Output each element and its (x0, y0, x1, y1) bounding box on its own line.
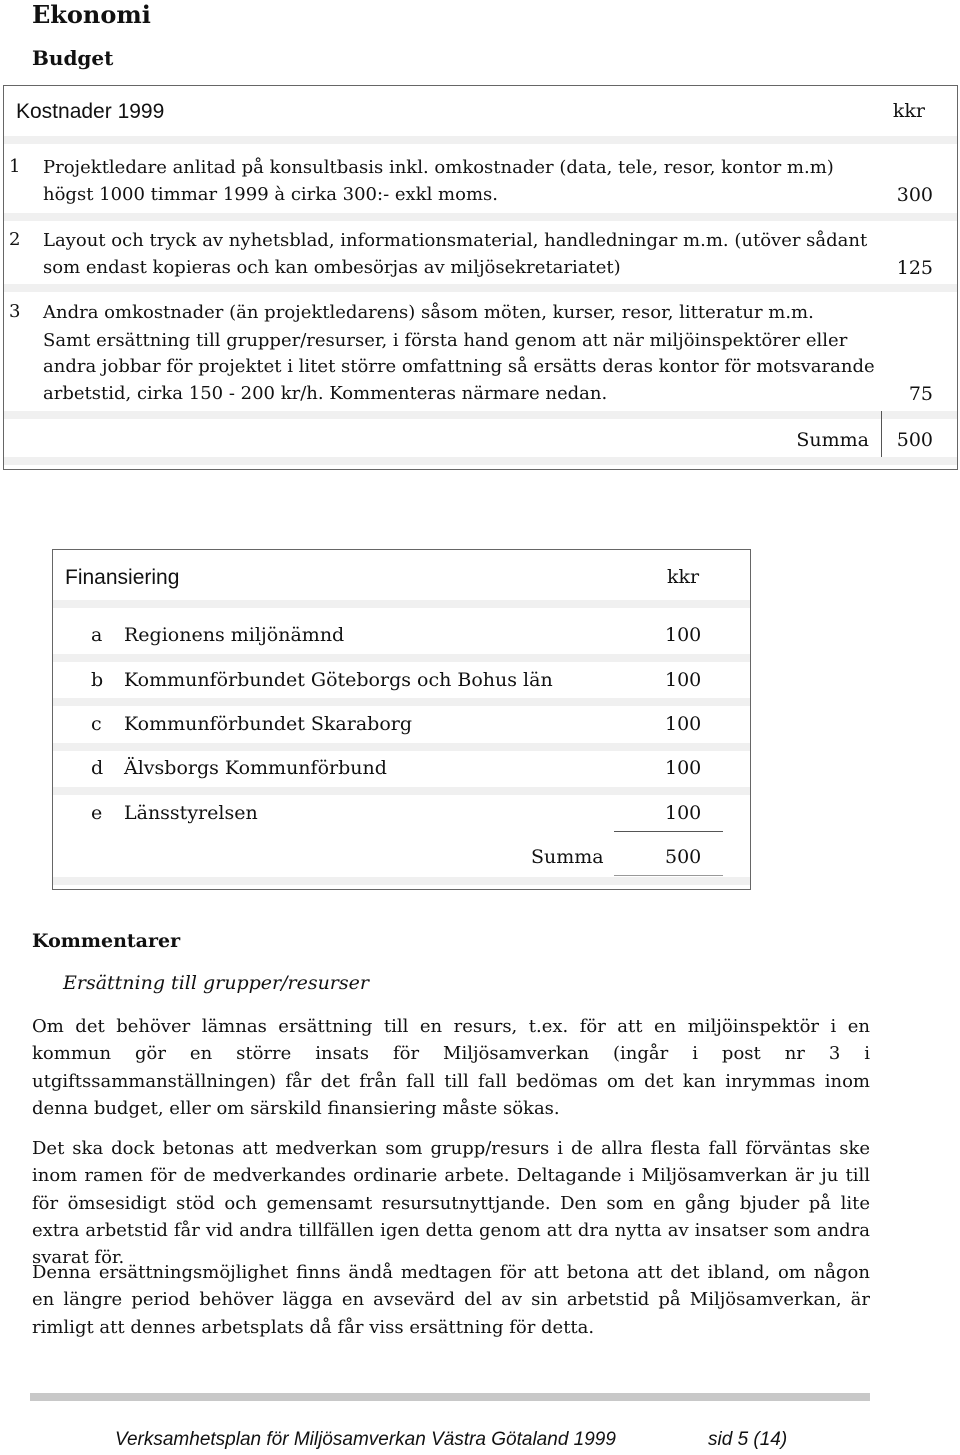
divider (53, 654, 750, 662)
divider (4, 213, 957, 221)
cost-item-amount: 300 (896, 184, 933, 206)
financing-sum-value: 500 (665, 846, 702, 868)
divider (53, 787, 750, 795)
divider (4, 284, 957, 292)
financing-name: Regionens miljönämnd (124, 624, 345, 646)
footer-divider (30, 1393, 870, 1401)
cost-item-text: Andra omkostnader (än projektledarens) såsom möten, kurser, resor, litteratur m.m. (43, 302, 814, 323)
financing-table (52, 549, 751, 890)
cost-item-text: Samt ersättning till grupper/resurser, i första hand genom att när miljöinspektörer eller (43, 330, 848, 351)
cost-item-text: Projektledare anlitad på konsultbasis inkl. omkostnader (data, tele, resor, kontor m.m) (43, 157, 834, 178)
divider (4, 457, 957, 465)
divider (4, 136, 957, 144)
comment-paragraph: Denna ersättningsmöjlighet finns ändå medtagen för att betona att det ibland, om någon en längre period behöver lägga en avsevärd del av sin arbetstid på Miljösamverkan, är rimligt att dennes arbetsplats då får viss ersättning för detta. (32, 1262, 870, 1338)
cost-item-text: arbetstid, cirka 150 - 200 kr/h. Kommenteras närmare nedan. (43, 383, 608, 404)
costs-header: Kostnader 1999 (16, 100, 165, 123)
sum-underline (614, 875, 723, 876)
costs-table (3, 85, 958, 470)
financing-letter: d (91, 757, 104, 779)
cost-item-text: högst 1000 timmar 1999 à cirka 300:- exkl moms. (43, 184, 498, 205)
financing-letter: e (91, 802, 103, 824)
financing-header: Finansiering (65, 566, 180, 589)
comments-heading: Kommentarer (32, 930, 181, 952)
financing-sum-label: Summa (531, 846, 604, 868)
cost-item-amount: 125 (896, 257, 933, 279)
cost-item-text: Layout och tryck av nyhetsblad, informationsmaterial, handledningar m.m. (utöver sådant (43, 230, 868, 251)
cost-item-number: 3 (9, 301, 21, 322)
divider (53, 698, 750, 706)
costs-sum-value: 500 (896, 429, 933, 451)
financing-name: Älvsborgs Kommunförbund (124, 757, 387, 779)
divider (53, 743, 750, 751)
footer-page-number: sid 5 (14) (708, 1429, 788, 1450)
comment-paragraph: Om det behöver lämnas ersättning till en resurs, t.ex. för att en miljöinspektör i en kommun gör en större insats för Miljösamverkan (ingår i post nr 3 i utgiftssammanställningen) får det från fall till fall bedömas om det kan inrymmas inom denna budget, eller om särskild finansiering måste sökas. (32, 1016, 870, 1119)
financing-letter: a (91, 624, 103, 646)
financing-amount: 100 (665, 624, 702, 646)
cost-item-number: 2 (9, 229, 21, 250)
sum-line (614, 831, 723, 832)
costs-sum-label: Summa (796, 429, 869, 451)
cost-item-text: andra jobbar för projektet i litet större omfattning så ersätts deras kontor för motsvarande (43, 356, 875, 377)
cost-item-amount: 75 (908, 383, 933, 405)
divider (53, 600, 750, 608)
financing-amount: 100 (665, 757, 702, 779)
financing-unit: kkr (667, 566, 700, 588)
financing-name: Länsstyrelsen (124, 802, 258, 824)
comment-paragraph: Det ska dock betonas att medverkan som grupp/resurs i de allra flesta fall förväntas ske inom ramen för de medverkandes ordinarie arbete. Deltagande i Miljösamverkan är ju till för ömsesidigt stöd och gemensamt resursutnyttjande. Den som en gång bjuder på lite extra arbetstid får vid andra tillfällen igen detta genom att dra nytta av insatser som andra svarat för. (32, 1138, 870, 1269)
financing-name: Kommunförbundet Göteborgs och Bohus län (124, 669, 553, 691)
cost-item-number: 1 (9, 156, 21, 177)
page-title: Ekonomi (32, 0, 151, 29)
footer-document: Verksamhetsplan för Miljösamverkan Västra Götaland 1999 (115, 1429, 616, 1450)
costs-unit: kkr (892, 100, 925, 122)
divider (4, 411, 957, 419)
financing-amount: 100 (665, 669, 702, 691)
financing-amount: 100 (665, 713, 702, 735)
comments-subheading: Ersättning till grupper/resurser (63, 972, 369, 994)
financing-amount: 100 (665, 802, 702, 824)
divider (53, 877, 750, 885)
financing-name: Kommunförbundet Skaraborg (124, 713, 413, 735)
financing-letter: c (91, 713, 102, 735)
section-subtitle: Budget (32, 46, 114, 70)
financing-letter: b (91, 669, 104, 691)
cost-item-text: som endast kopieras och kan ombesörjas av miljösekretariatet) (43, 257, 621, 278)
